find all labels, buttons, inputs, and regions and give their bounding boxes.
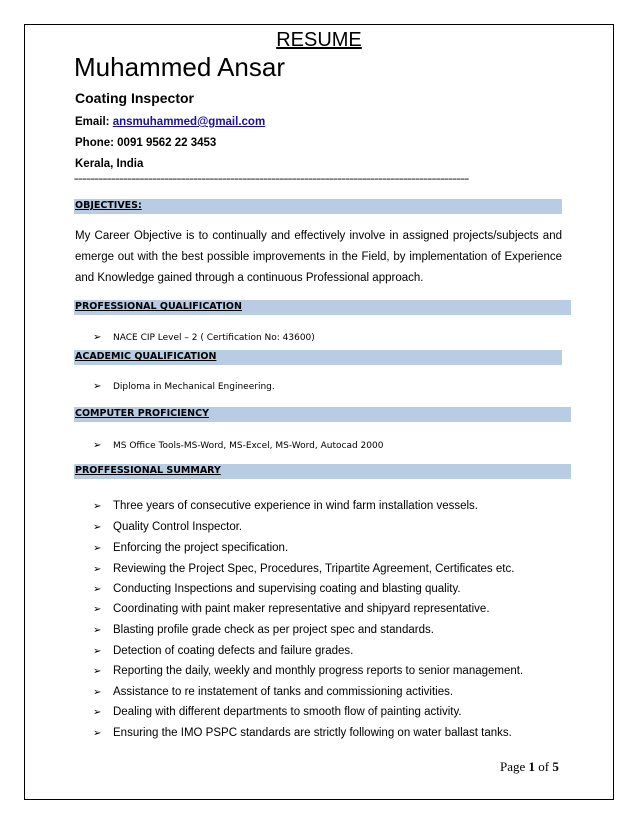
professional-qualification-band: [74, 300, 571, 315]
objectives-heading: OBJECTIVES:: [75, 200, 142, 211]
objectives-text: My Career Objective is to continually and effectively involve in assigned projects/subjects and emerge out with the best possible improvements in the Field, by implementation of Experience and Knowledge gained through a continuous Professional approach.: [75, 230, 562, 284]
arrow-bullet-icon: ➢: [93, 584, 102, 595]
location-line: Kerala, India: [75, 158, 144, 170]
professional-summary-band: [74, 464, 571, 479]
arrow-bullet-icon: ➢: [93, 666, 102, 677]
list-item: ➢ Diploma in Mechanical Engineering.: [93, 381, 275, 392]
arrow-bullet-icon: ➢: [93, 522, 102, 533]
list-item: ➢ Detection of coating defects and failure grades.: [93, 645, 354, 657]
arrow-bullet-icon: ➢: [93, 728, 102, 739]
list-item: ➢ Reviewing the Project Spec, Procedures, Tripartite Agreement, Certificates etc.: [93, 563, 515, 575]
list-item: ➢ Assistance to re instatement of tanks and commissioning activities.: [93, 686, 454, 698]
list-item: ➢ Coordinating with paint maker representative and shipyard representative.: [93, 603, 490, 615]
computer-proficiency-band: [74, 407, 571, 422]
list-item: ➢ MS Office Tools-MS-Word, MS-Excel, MS-Word, Autocad 2000: [93, 440, 384, 451]
arrow-bullet-icon: ➢: [93, 332, 102, 343]
list-item: ➢ Quality Control Inspector.: [93, 521, 243, 533]
arrow-bullet-icon: ➢: [93, 687, 102, 698]
arrow-bullet-icon: ➢: [93, 564, 102, 575]
professional-summary-heading: PROFFESSIONAL SUMMARY: [75, 465, 221, 476]
academic-qualification-heading: ACADEMIC QUALIFICATION: [75, 351, 217, 362]
page-current: 1: [528, 759, 536, 774]
objectives-heading-band: [74, 199, 562, 214]
page-number: Page 1 of 5: [500, 759, 559, 774]
list-item: ➢ Enforcing the project specification.: [93, 542, 289, 554]
arrow-bullet-icon: ➢: [93, 646, 102, 657]
list-item: ➢ Conducting Inspections and supervising coating and blasting quality.: [93, 583, 461, 595]
phone-line: Phone: 0091 9562 22 3453: [75, 137, 217, 149]
arrow-bullet-icon: ➢: [93, 440, 102, 451]
page-total: 5: [552, 759, 559, 774]
email-label: Email:: [75, 116, 113, 128]
arrow-bullet-icon: ➢: [93, 625, 102, 636]
arrow-bullet-icon: ➢: [93, 604, 102, 615]
candidate-name: Muhammed Ansar: [74, 52, 285, 82]
list-item: ➢ Dealing with different departments to smooth flow of painting activity.: [93, 706, 462, 718]
list-item: ➢ NACE CIP Level – 2 ( Certification No: 43600): [93, 332, 315, 343]
list-item: ➢ Ensuring the IMO PSPC standards are strictly following on water ballast tanks.: [93, 727, 512, 739]
email-line: [75, 116, 265, 128]
list-item: ➢ Three years of consecutive experience in wind farm installation vessels.: [93, 500, 478, 512]
list-item: ➢ Blasting profile grade check as per project spec and standards.: [93, 624, 434, 636]
arrow-bullet-icon: ➢: [93, 707, 102, 718]
document-title: RESUME: [276, 29, 362, 51]
arrow-bullet-icon: ➢: [93, 501, 102, 512]
list-item: ➢ Reporting the daily, weekly and monthly progress reports to senior management.: [93, 665, 524, 677]
email-link[interactable]: ansmuhammed@gmail.com: [112, 116, 266, 128]
academic-qualification-band: [74, 350, 562, 365]
professional-qualification-heading: PROFESSIONAL QUALIFICATION: [75, 301, 242, 312]
arrow-bullet-icon: ➢: [93, 543, 102, 554]
candidate-role: Coating Inspector: [75, 90, 195, 106]
arrow-bullet-icon: ➢: [93, 381, 102, 392]
divider-line: ================================================================================================: [74, 176, 469, 184]
computer-proficiency-heading: COMPUTER PROFICIENCY: [75, 408, 209, 419]
